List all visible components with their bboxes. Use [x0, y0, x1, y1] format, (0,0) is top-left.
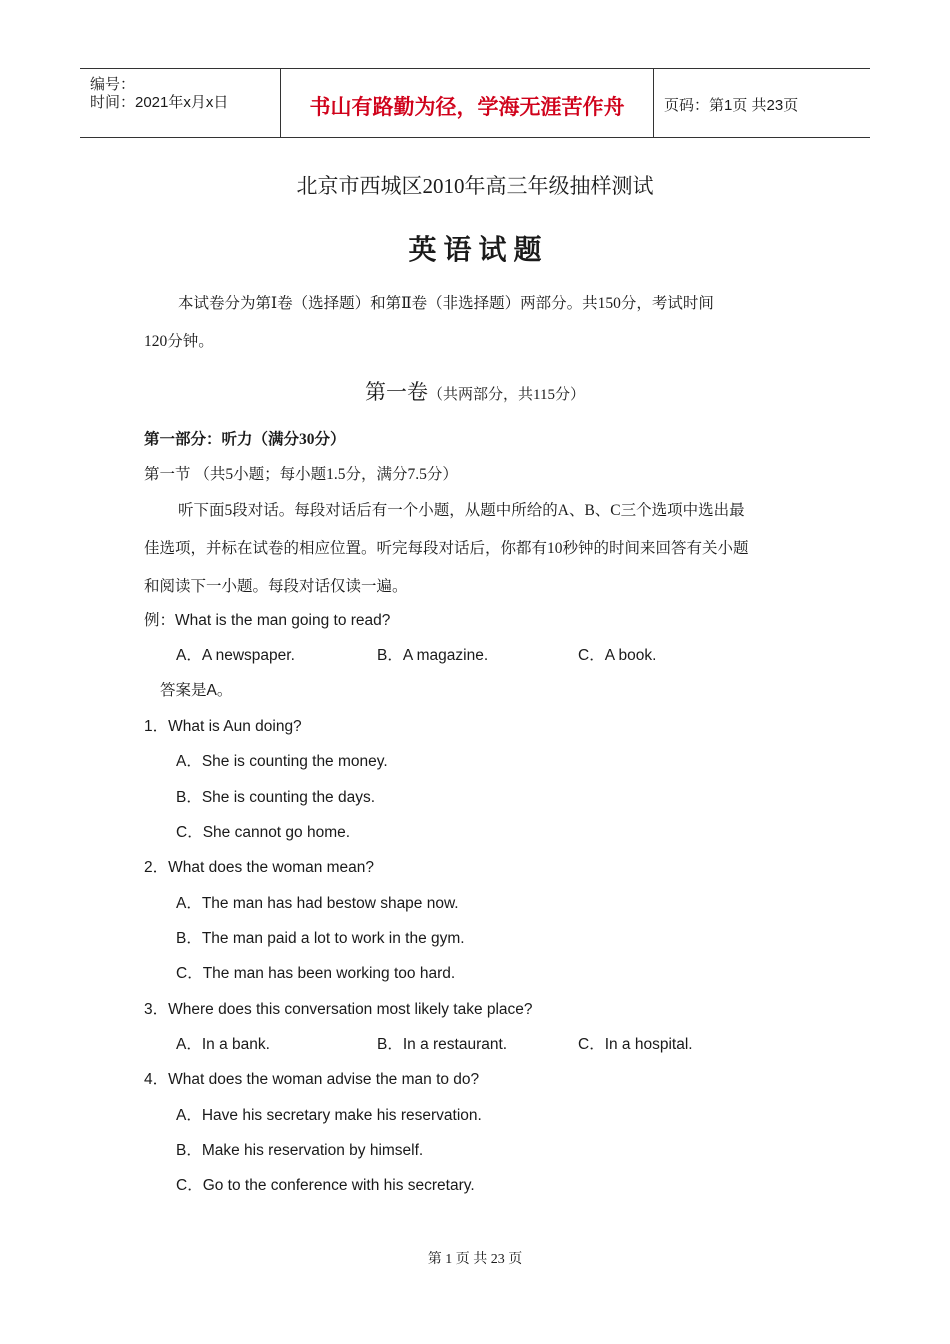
q2-option-b: B．The man paid a lot to work in the gym.	[176, 930, 465, 947]
header-page-cell	[654, 69, 870, 137]
q1-option-b: B．She is counting the days.	[176, 789, 376, 806]
page-info: 页码：第1页 共23页	[664, 97, 799, 114]
q1-option-c: C．She cannot go home.	[176, 824, 351, 841]
q2-option-c: C．The man has been working too hard.	[176, 965, 456, 982]
example-question: 例：What is the man going to read?	[144, 612, 391, 629]
q4-option-c: C．Go to the conference with his secretary.	[176, 1177, 475, 1194]
instruction-line-1: 听下面5段对话。每段对话后有一个小题，从题中所给的A、B、C三个选项中选出最	[178, 502, 745, 519]
q3-option-a: A．In a bank.	[176, 1036, 270, 1053]
q1-option-a: A．She is counting the money.	[176, 753, 388, 770]
volume-heading	[0, 376, 950, 406]
intro-line-2: 120分钟。	[144, 333, 214, 350]
q3-option-b: B．In a restaurant.	[377, 1036, 508, 1053]
example-answer: 答案是A。	[160, 682, 233, 699]
question-2: 2．What does the woman mean?	[144, 859, 375, 876]
q2-option-a: A．The man has had bestow shape now.	[176, 895, 459, 912]
motto: 书山有路勤为径，学海无涯苦作舟	[309, 95, 625, 119]
q4-option-b: B．Make his reservation by himself.	[176, 1142, 424, 1159]
exam-subtitle: 英 语 试 题	[408, 235, 542, 266]
exam-title: 北京市西城区2010年高三年级抽样测试	[296, 174, 654, 198]
q4-option-a: A．Have his secretary make his reservation.	[176, 1107, 482, 1124]
example-option-a: A．A newspaper.	[176, 647, 295, 664]
example-option-c: C．A book.	[578, 647, 657, 664]
question-3: 3．Where does this conversation most likely take place?	[144, 1001, 533, 1018]
instruction-line-3: 和阅读下一小题。每段对话仅读一遍。	[144, 578, 408, 595]
header-motto-cell	[281, 69, 654, 137]
volume-note: （共两部分，共115分）	[428, 387, 585, 403]
instruction-line-2: 佳选项，并标在试卷的相应位置。听完每段对话后，你都有10秒钟的时间来回答有关小题	[144, 540, 749, 557]
question-4: 4．What does the woman advise the man to do?	[144, 1071, 480, 1088]
date-label: 时间：2021年x月x日	[90, 94, 229, 111]
part1-heading: 第一部分：听力（满分30分）	[144, 431, 346, 448]
section1-heading: 第一节 （共5小题；每小题1.5分，满分7.5分）	[144, 466, 458, 483]
page-header-table	[80, 68, 870, 138]
serial-label: 编号：	[90, 76, 136, 93]
q3-option-c: C．In a hospital.	[578, 1036, 693, 1053]
example-option-b: B．A magazine.	[377, 647, 489, 664]
page-footer: 第 1 页 共 23 页	[427, 1252, 523, 1267]
volume-title: 第一卷	[365, 380, 429, 404]
header-info-cell	[80, 69, 281, 137]
question-1: 1．What is Aun doing?	[144, 718, 302, 735]
intro-line-1: 本试卷分为第Ⅰ卷（选择题）和第Ⅱ卷（非选择题）两部分。共150分，考试时间	[178, 295, 714, 312]
